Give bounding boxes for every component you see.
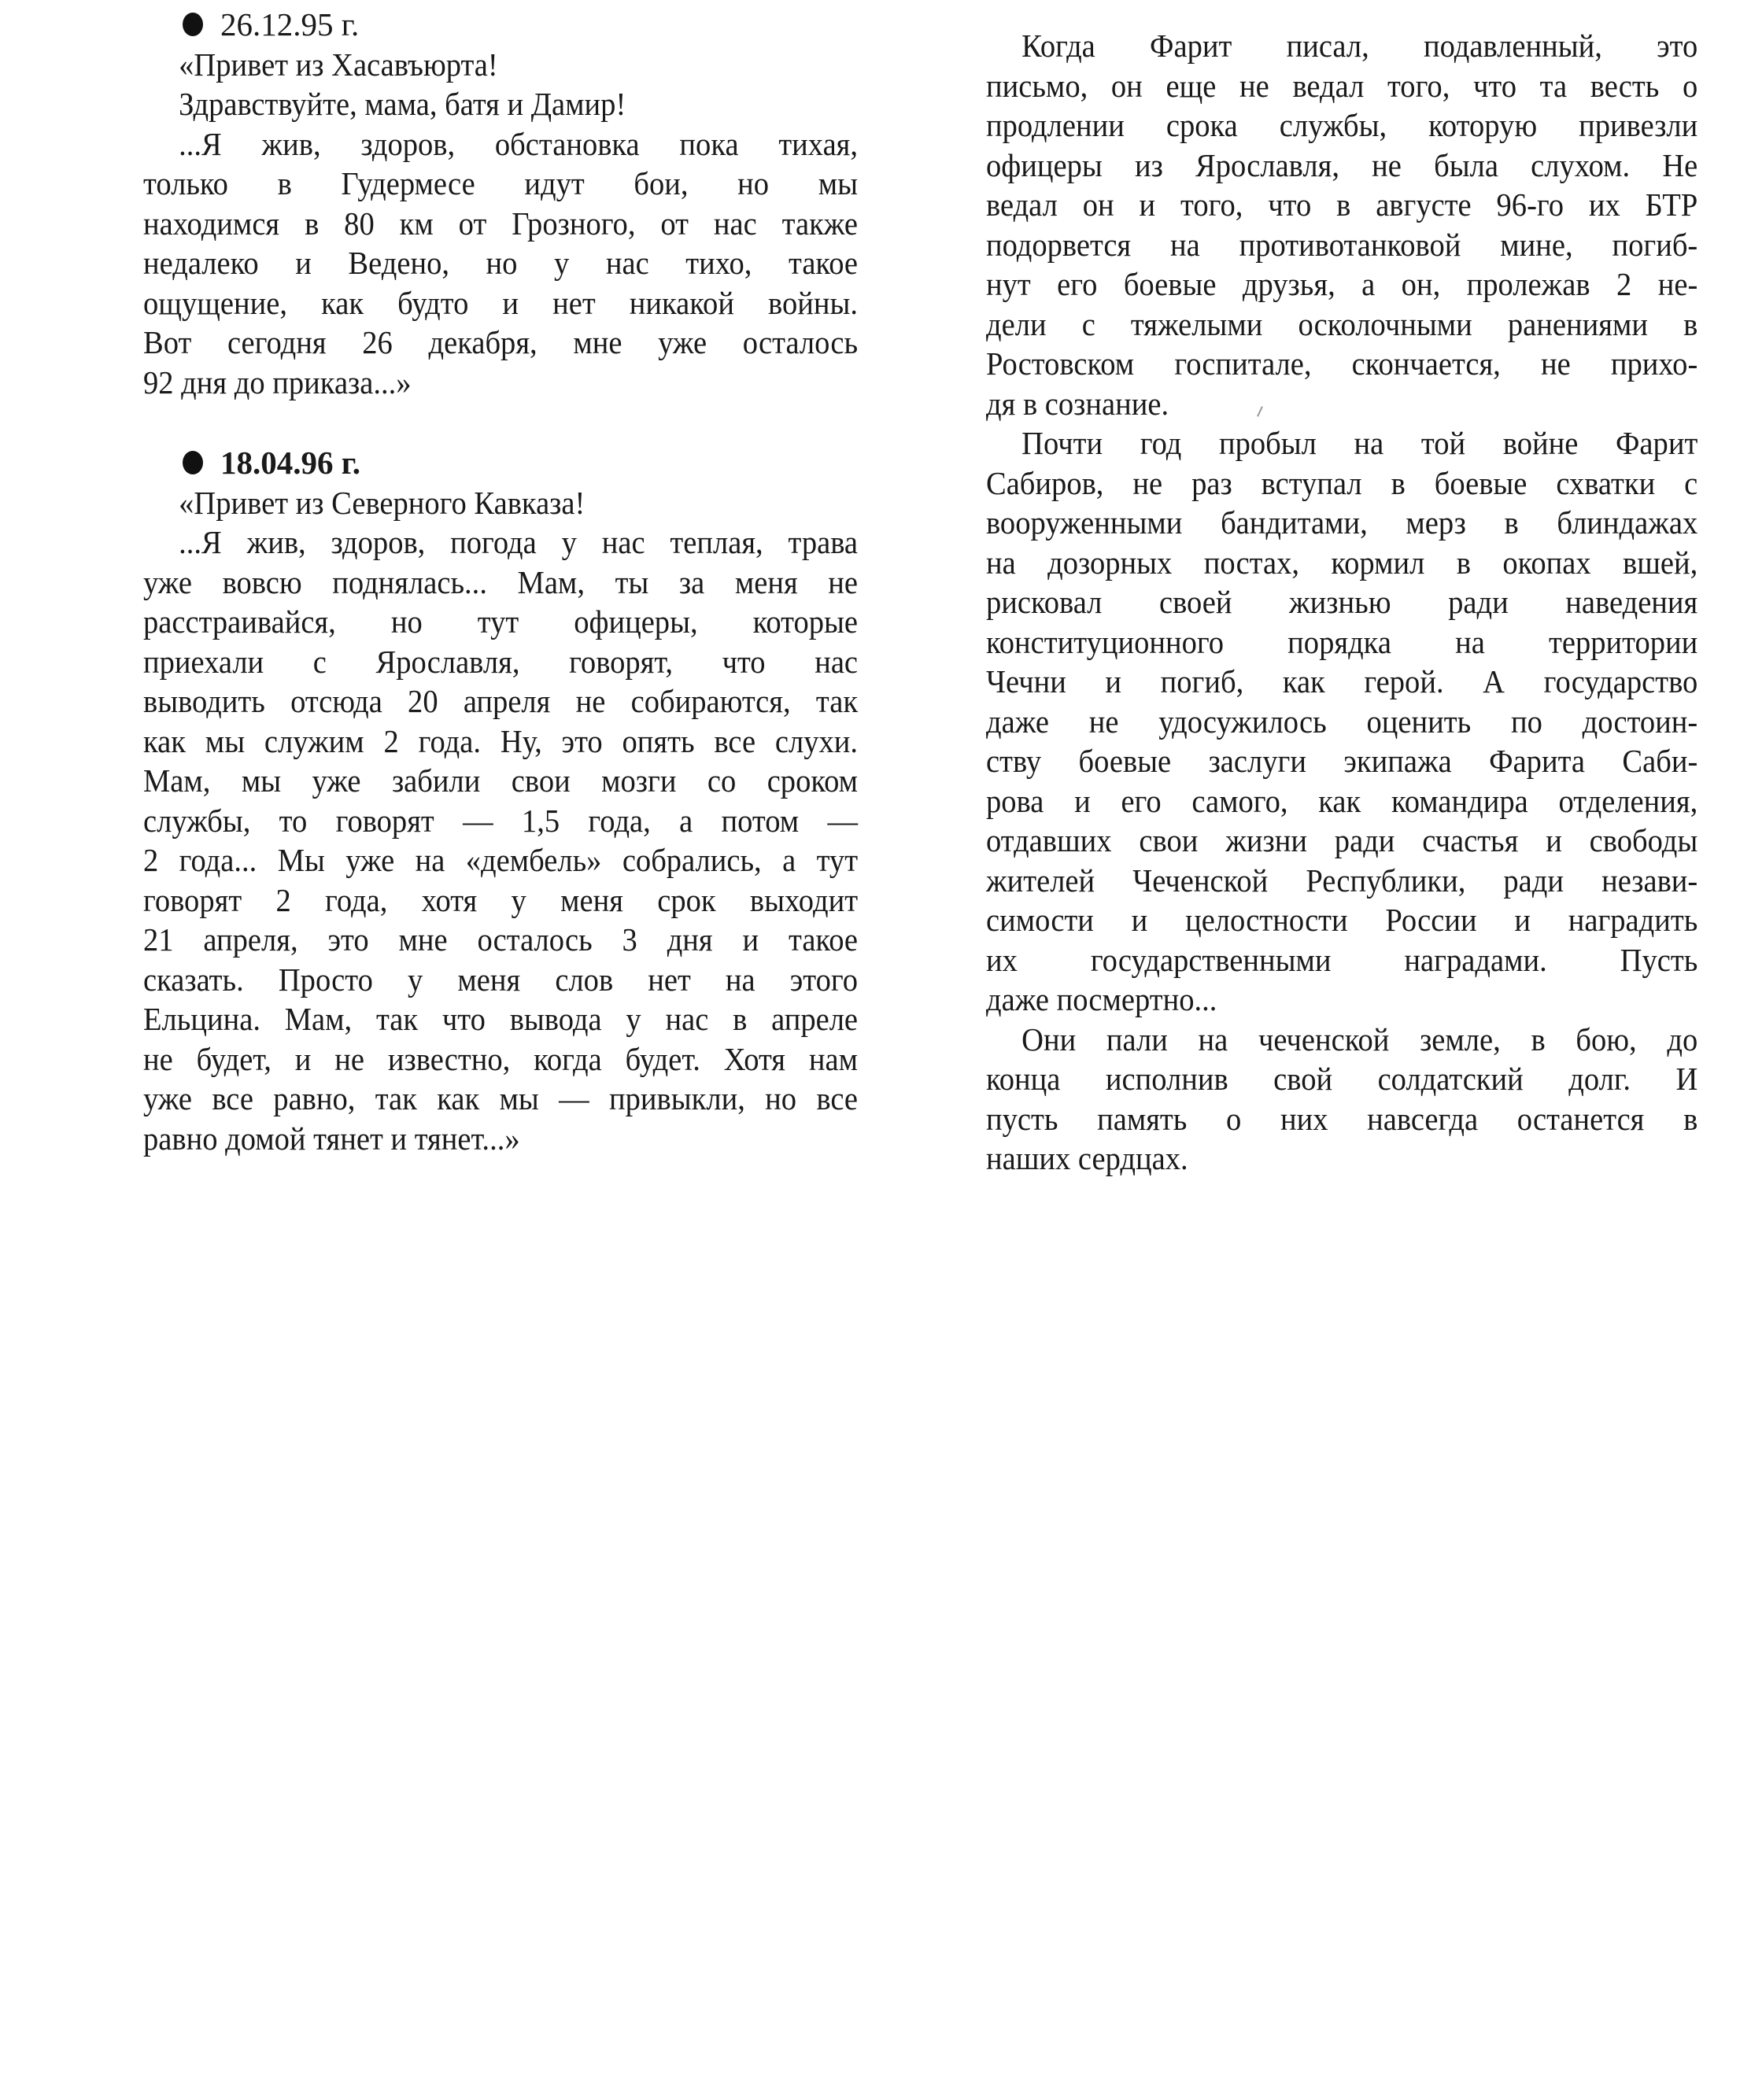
text-line: вооруженными бандитами, мерз в блиндажах [986,504,1698,541]
paragraph [986,423,1743,1020]
text-line: уже все равно, так как мы — привыкли, но все [143,1080,859,1116]
text-line: нут его боевые друзья, а он, пролежав 2 не- [986,266,1698,302]
date-text: 18.04.96 г. [220,445,360,481]
text-line: Вот сегодня 26 декабря, мне уже осталось [143,324,859,360]
text-line: уже вовсю поднялась... Мам, ты за меня не [143,563,859,600]
text-line: на дозорных постах, кормил в окопах вшей, [986,544,1698,581]
bullet-icon [183,451,203,474]
left-column [143,0,903,1158]
paragraph [986,26,1743,423]
text-line: 92 дня до приказа...» [143,364,412,400]
text-line: расстраивайся, но тут офицеры, которые [143,603,859,640]
text-line: продлении срока службы, которую привезли [986,107,1698,143]
text-line: Когда Фарит писал, подавленный, это [1021,28,1698,64]
text-line: конституционного порядка на территории [986,623,1698,660]
text-line: наших сердцах. [986,1140,1188,1176]
text-line: сказать. Просто у меня слов нет на этого [143,961,859,998]
text-line: 2 года... Мы уже на «дембель» собрались, а тут [143,842,859,878]
text-line: офицеры из Ярославля, не была слухом. Не [986,146,1698,183]
bullet-icon [183,13,203,36]
text-line: выводить отсюда 20 апреля не собираются, так [143,683,859,719]
greeting-line: «Привет из Хасавъюрта! [179,46,498,83]
text-line: Они пали на чеченской земле, в бою, до [1021,1020,1698,1057]
text-line: конца исполнив свой солдатский долг. И [986,1061,1698,1097]
text-line: ...Я жив, здоров, погода у нас теплая, трава [179,524,859,560]
text-line: равно домой тянет и тянет...» [143,1120,520,1157]
date-text: 26.12.95 г. [220,6,360,42]
text-line: 21 апреля, это мне осталось 3 дня и такое [143,921,859,958]
text-line: отдавших свои жизни ради счастья и свободы [986,822,1698,858]
text-line: даже посмертно... [986,981,1217,1017]
text-line: не будет, и не известно, когда будет. Хотя нам [143,1040,859,1077]
text-line: ...Я жив, здоров, обстановка пока тихая, [179,125,859,162]
text-line: рисковал своей жизнью ради наведения [986,584,1698,620]
text-line: ству боевые заслуги экипажа Фарита Саби- [986,743,1698,779]
text-line: Ельцина. Мам, так что вывода у нас в апреле [143,1001,859,1037]
text-line: дя в сознание. [986,385,1169,422]
text-line: даже не удосужилось оценить по достоин- [986,703,1698,740]
text-line: говорят 2 года, хотя у меня срок выходит [143,881,859,918]
text-line: приехали с Ярославля, говорят, что нас [143,643,859,680]
text-line: дели с тяжелыми осколочными ранениями в [986,305,1698,342]
text-line: их государственными наградами. Пусть [986,941,1698,978]
text-line: жителей Чеченской Республики, ради незави- [986,862,1698,899]
text-line: Почти год пробыл на той войне Фарит [1021,425,1698,461]
greeting-line: «Привет из Северного Кавказа! [179,484,586,521]
text-line: Чечни и погиб, как герой. А государство [986,663,1698,699]
text-line: как мы служим 2 года. Ну, это опять все слухи. [143,722,859,759]
right-column [986,0,1743,1179]
letter-entry [143,5,903,402]
text-line: Мам, мы уже забили свои мозги со сроком [143,762,859,799]
letter-entry [143,443,903,1158]
text-line: Ростовском госпитале, скончается, не прихо- [986,345,1698,382]
text-line: рова и его самого, как командира отделения, [986,782,1698,819]
text-line: ведал он и того, что в августе 96-го их БТР [986,186,1698,223]
text-line: только в Гудермесе идут бои, но мы [143,165,859,201]
greeting-line: Здравствуйте, мама, батя и Дамир! [179,86,626,122]
text-line: симости и целостности России и наградить [986,902,1698,938]
text-line: службы, то говорят — 1,5 года, а потом — [143,802,859,839]
paragraph [986,1020,1743,1179]
text-line: ощущение, как будто и нет никакой войны. [143,284,859,321]
text-line: находимся в 80 км от Грозного, от нас также [143,205,859,242]
letter-date [143,443,903,483]
text-line: письмо, он еще не ведал того, что та весть о [986,67,1698,104]
text-line: Сабиров, не раз вступал в боевые схватки с [986,464,1698,501]
text-line: пусть память о них навсегда останется в [986,1100,1698,1137]
letter-date [143,5,903,45]
text-line: подорвется на противотанковой мине, погиб- [986,226,1698,263]
text-line: недалеко и Ведено, но у нас тихо, такое [143,245,859,281]
